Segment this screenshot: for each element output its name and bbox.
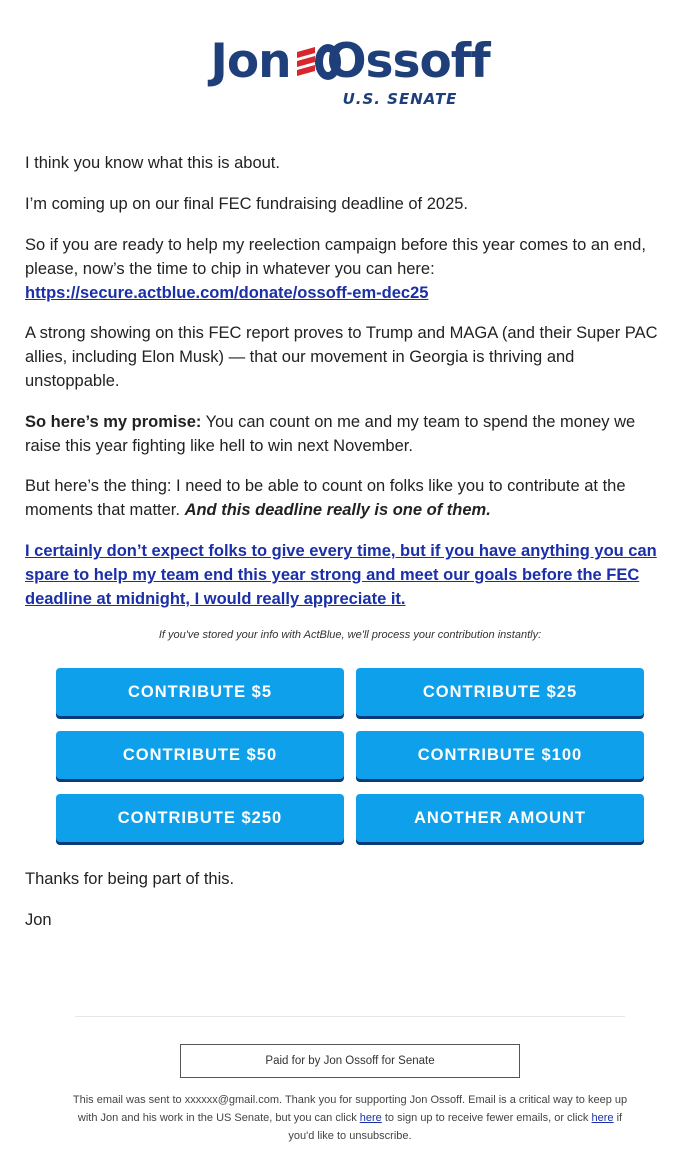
promise-heading: So here’s my promise: bbox=[25, 413, 202, 431]
paragraph-1-text: I think you know what this is about. bbox=[25, 154, 280, 172]
contribute-250-button[interactable]: CONTRIBUTE $250 bbox=[56, 794, 344, 842]
footer-body-text: . Thank you for supporting Jon Ossoff. Email is a critical way to keep up with Jon and his work in the US Senate, but you can click bbox=[77, 1094, 628, 1124]
recipient-email: xxxxxx@gmail.com bbox=[184, 1094, 280, 1106]
paragraph-5-text: You can count on me and my team to spend the money we raise this year fighting like hell to win next November. bbox=[25, 413, 636, 455]
paragraph-appeal bbox=[25, 539, 670, 611]
footer-sent-to: This email was sent to bbox=[72, 1094, 185, 1106]
paragraph-fec-report bbox=[25, 321, 670, 393]
fewer-emails-link[interactable]: here bbox=[359, 1112, 382, 1124]
closing-text: Thanks for being part of this. bbox=[25, 870, 235, 888]
logo-subtitle: U.S. SENATE bbox=[342, 90, 458, 108]
paragraph-deadline bbox=[25, 192, 670, 216]
donate-link[interactable]: https://secure.actblue.com/donate/ossoff-em-dec25 bbox=[25, 284, 429, 302]
paragraph-6-text: But here’s the thing: I need to be able to count on folks like you to contribute at the moments that matter. bbox=[25, 477, 626, 519]
logo-wordmark bbox=[210, 36, 489, 88]
paragraph-promise bbox=[25, 410, 670, 458]
paragraph-intro bbox=[25, 151, 670, 175]
logo-last-name: Ossoff bbox=[326, 34, 490, 89]
contribute-50-button[interactable]: CONTRIBUTE $50 bbox=[56, 731, 344, 779]
signature bbox=[25, 908, 670, 932]
unsubscribe-link[interactable]: here bbox=[591, 1112, 614, 1124]
paragraph-4-text: A strong showing on this FEC report proves to Trump and MAGA (and their Super PAC allies, including Elon Musk) — that our movement in Georgia is thriving and unstoppable. bbox=[25, 324, 658, 390]
footer-mid-text: to sign up to receive fewer emails, or click bbox=[381, 1112, 592, 1124]
contribute-25-button[interactable]: CONTRIBUTE $25 bbox=[356, 668, 644, 716]
footer-end-text: if you'd like to unsubscribe. bbox=[288, 1112, 623, 1142]
logo-first-name: Jon bbox=[210, 34, 291, 89]
actblue-express-note: If you've stored your info with ActBlue, we'll process your contribution instantly: bbox=[158, 629, 542, 641]
footer-divider bbox=[75, 1016, 625, 1017]
appeal-donate-link[interactable]: I certainly don’t expect folks to give every time, but if you have anything you can spare to help my team end this year strong and meet our goals before the FEC deadline at midnight, I would really appreciate it. bbox=[25, 542, 657, 608]
paragraph-2-text: I’m coming up on our final FEC fundraising deadline of 2025. bbox=[25, 195, 469, 213]
contribute-5-button[interactable]: CONTRIBUTE $5 bbox=[56, 668, 344, 716]
paragraph-the-thing bbox=[25, 474, 670, 522]
campaign-logo bbox=[0, 36, 700, 108]
paid-for-disclaimer: Paid for by Jon Ossoff for Senate bbox=[180, 1044, 520, 1078]
paragraph-3-text: So if you are ready to help my reelection campaign before this year comes to an end, please, now’s the time to chip in whatever you can here: bbox=[25, 236, 646, 278]
deadline-emphasis: And this deadline really is one of them. bbox=[184, 501, 491, 519]
contribute-100-button[interactable]: CONTRIBUTE $100 bbox=[356, 731, 644, 779]
signature-text: Jon bbox=[25, 911, 52, 929]
footer-text bbox=[70, 1091, 630, 1145]
another-amount-button[interactable]: ANOTHER AMOUNT bbox=[356, 794, 644, 842]
paragraph-chip-in bbox=[25, 233, 670, 305]
closing-line bbox=[25, 867, 670, 891]
